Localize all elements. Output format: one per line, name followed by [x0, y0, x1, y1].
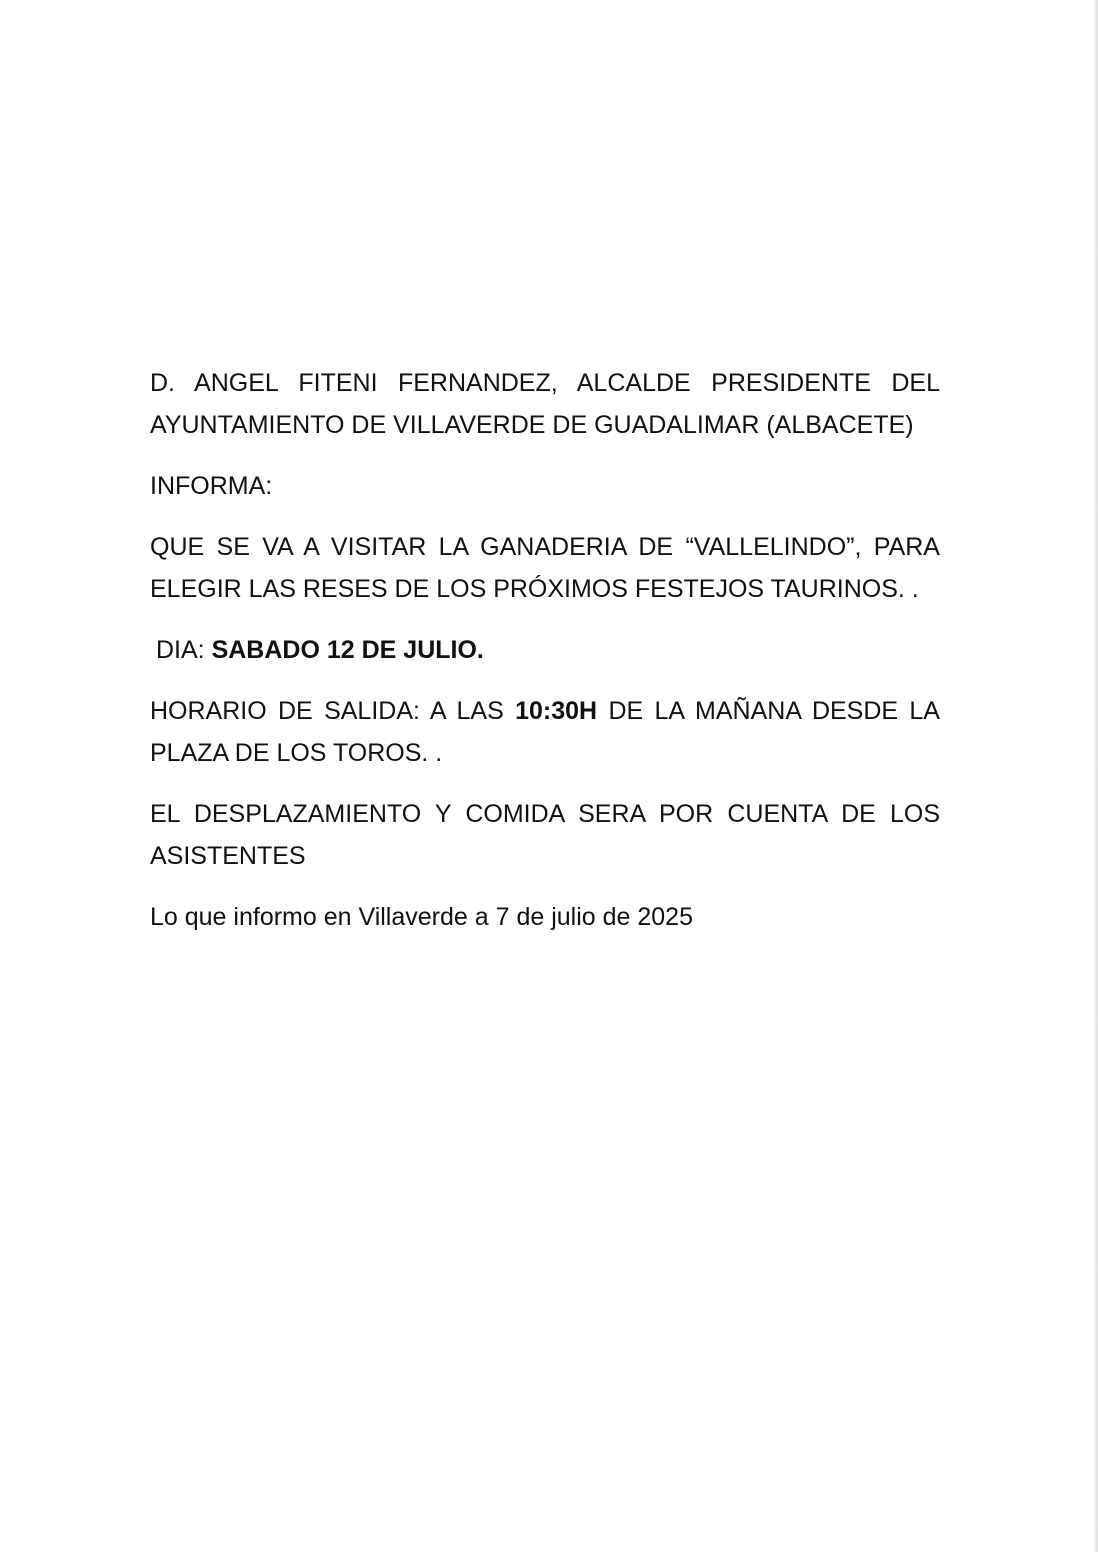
header-paragraph: [150, 362, 940, 446]
informa-label: INFORMA:: [150, 472, 273, 500]
schedule-line-2: PLAZA DE LOS TOROS. .: [150, 739, 443, 767]
travel-paragraph: [150, 793, 940, 877]
visit-line-2: ELEGIR LAS RESES DE LOS PRÓXIMOS FESTEJOS TAURINOS. .: [150, 575, 919, 603]
document-body: [150, 362, 940, 957]
visit-paragraph: [150, 526, 940, 610]
travel-line-1: EL DESPLAZAMIENTO Y COMIDA SERA POR CUENTA DE LOS: [150, 800, 940, 828]
page-edge-shadow: [1094, 0, 1098, 1552]
travel-line-2: ASISTENTES: [150, 842, 306, 870]
closing-line: Lo que informo en Villaverde a 7 de julio de 2025: [150, 903, 693, 931]
schedule-suffix: DE LA MAÑANA DESDE LA: [597, 697, 940, 725]
day-label: DIA:: [156, 636, 212, 664]
day-paragraph: [150, 629, 940, 671]
schedule-line-1: [150, 690, 940, 732]
header-line-1: D. ANGEL FITENI FERNANDEZ, ALCALDE PRESIDENTE DEL: [150, 369, 940, 397]
day-value: SABADO 12 DE JULIO.: [211, 636, 484, 664]
schedule-prefix: HORARIO DE SALIDA: A LAS: [150, 697, 516, 725]
schedule-paragraph: [150, 690, 940, 774]
schedule-time: 10:30H: [515, 697, 598, 725]
header-line-2: AYUNTAMIENTO DE VILLAVERDE DE GUADALIMAR (ALBACETE): [150, 411, 914, 439]
visit-line-1: QUE SE VA A VISITAR LA GANADERIA DE “VALLELINDO”, PARA: [150, 533, 940, 561]
